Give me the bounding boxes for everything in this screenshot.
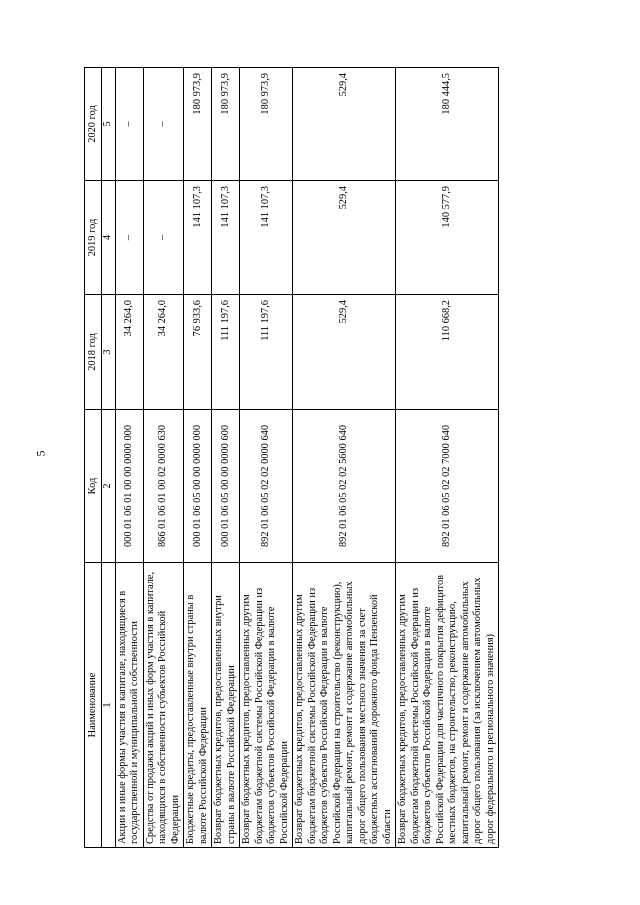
row-value-2018: 111 197,6 xyxy=(212,295,240,410)
row-name: Возврат бюджетных кредитов, предоставленных другим бюджетам бюджетной системы Российской Федерации из бюджетов субъектов Российской Федерации в валюте Российской Федерации xyxy=(240,563,293,848)
row-name: Средства от продажи акций и иных форм участия в капитале, находящихся в собственности субъектов Российской Федерации xyxy=(143,563,183,848)
row-value-2019: 140 577,9 xyxy=(396,181,499,295)
row-value-2020: 180 973,9 xyxy=(240,68,293,181)
page-number: 5 xyxy=(33,450,48,457)
row-value-2019: 141 107,3 xyxy=(184,181,212,295)
budget-table xyxy=(84,67,499,848)
column-number-row xyxy=(102,68,115,848)
row-value-2019: 141 107,3 xyxy=(212,181,240,295)
row-value-2020: – xyxy=(115,68,143,181)
header-name: Наименование xyxy=(85,563,102,848)
header-code: Код xyxy=(85,410,102,563)
row-code: 892 01 06 05 02 02 0000 640 xyxy=(240,410,293,563)
column-number: 1 xyxy=(102,563,115,848)
row-value-2019: – xyxy=(115,181,143,295)
table-row xyxy=(396,68,499,848)
row-code: 866 01 06 01 00 02 0000 630 xyxy=(143,410,183,563)
row-code: 000 01 06 05 00 00 0000 600 xyxy=(212,410,240,563)
table-row xyxy=(115,68,143,848)
row-name: Возврат бюджетных кредитов, предоставленных другим бюджетам бюджетной системы Российской Федерации из бюджетов субъектов Российской Федерации в валюте Российской Федерации на строительство (реконструкцию), капитальный ремонт, ремонт и содержание автомобильных дорог общего пользования местного значения за счет бюджетных ассигнований дорожного фонда Пензенской области xyxy=(293,563,396,848)
row-name: Бюджетные кредиты, предоставленные внутри страны в валюте Российской Федерации xyxy=(184,563,212,848)
row-value-2019: – xyxy=(143,181,183,295)
row-name: Возврат бюджетных кредитов, предоставленных внутри страны в валюте Российской Федерации xyxy=(212,563,240,848)
column-number: 5 xyxy=(102,68,115,181)
table-row xyxy=(293,68,396,848)
row-name: Акции и иные формы участия в капитале, находящиеся в государственной и муниципальной собственности xyxy=(115,563,143,848)
column-number: 3 xyxy=(102,295,115,410)
row-value-2020: 180 973,9 xyxy=(184,68,212,181)
row-value-2019: 529,4 xyxy=(293,181,396,295)
row-value-2018: 76 933,6 xyxy=(184,295,212,410)
rotated-page-content xyxy=(84,68,607,848)
row-name: Возврат бюджетных кредитов, предоставленных другим бюджетам бюджетной системы Российской Федерации из бюджетов субъектов Российской Федерации в валюте Российской Федерации для частичного покрытия дефицитов местных бюджетов, на строительство, реконструкцию, капитальный ремонт, ремонт и содержание автомобильных дорог общего пользования (за исключением автомобильных дорог федерального и регионального значения) xyxy=(396,563,499,848)
row-value-2019: 141 107,3 xyxy=(240,181,293,295)
row-value-2020: 180 973,9 xyxy=(212,68,240,181)
row-value-2020: 529,4 xyxy=(293,68,396,181)
column-number: 2 xyxy=(102,410,115,563)
header-2020: 2020 год xyxy=(85,68,102,181)
row-code: 000 01 06 01 00 00 0000 000 xyxy=(115,410,143,563)
table-row xyxy=(143,68,183,848)
header-row xyxy=(85,68,102,848)
row-value-2018: 111 197,6 xyxy=(240,295,293,410)
column-number: 4 xyxy=(102,181,115,295)
row-value-2020: 180 444,5 xyxy=(396,68,499,181)
header-2018: 2018 год xyxy=(85,295,102,410)
row-code: 000 01 06 05 00 00 0000 000 xyxy=(184,410,212,563)
row-code: 892 01 06 05 02 02 7000 640 xyxy=(396,410,499,563)
row-value-2020: – xyxy=(143,68,183,181)
row-value-2018: 110 668,2 xyxy=(396,295,499,410)
table-row xyxy=(212,68,240,848)
row-value-2018: 34 264,0 xyxy=(115,295,143,410)
row-value-2018: 34 264,0 xyxy=(143,295,183,410)
table-row xyxy=(240,68,293,848)
table-row xyxy=(184,68,212,848)
row-code: 892 01 06 05 02 02 5600 640 xyxy=(293,410,396,563)
row-value-2018: 529,4 xyxy=(293,295,396,410)
header-2019: 2019 год xyxy=(85,181,102,295)
